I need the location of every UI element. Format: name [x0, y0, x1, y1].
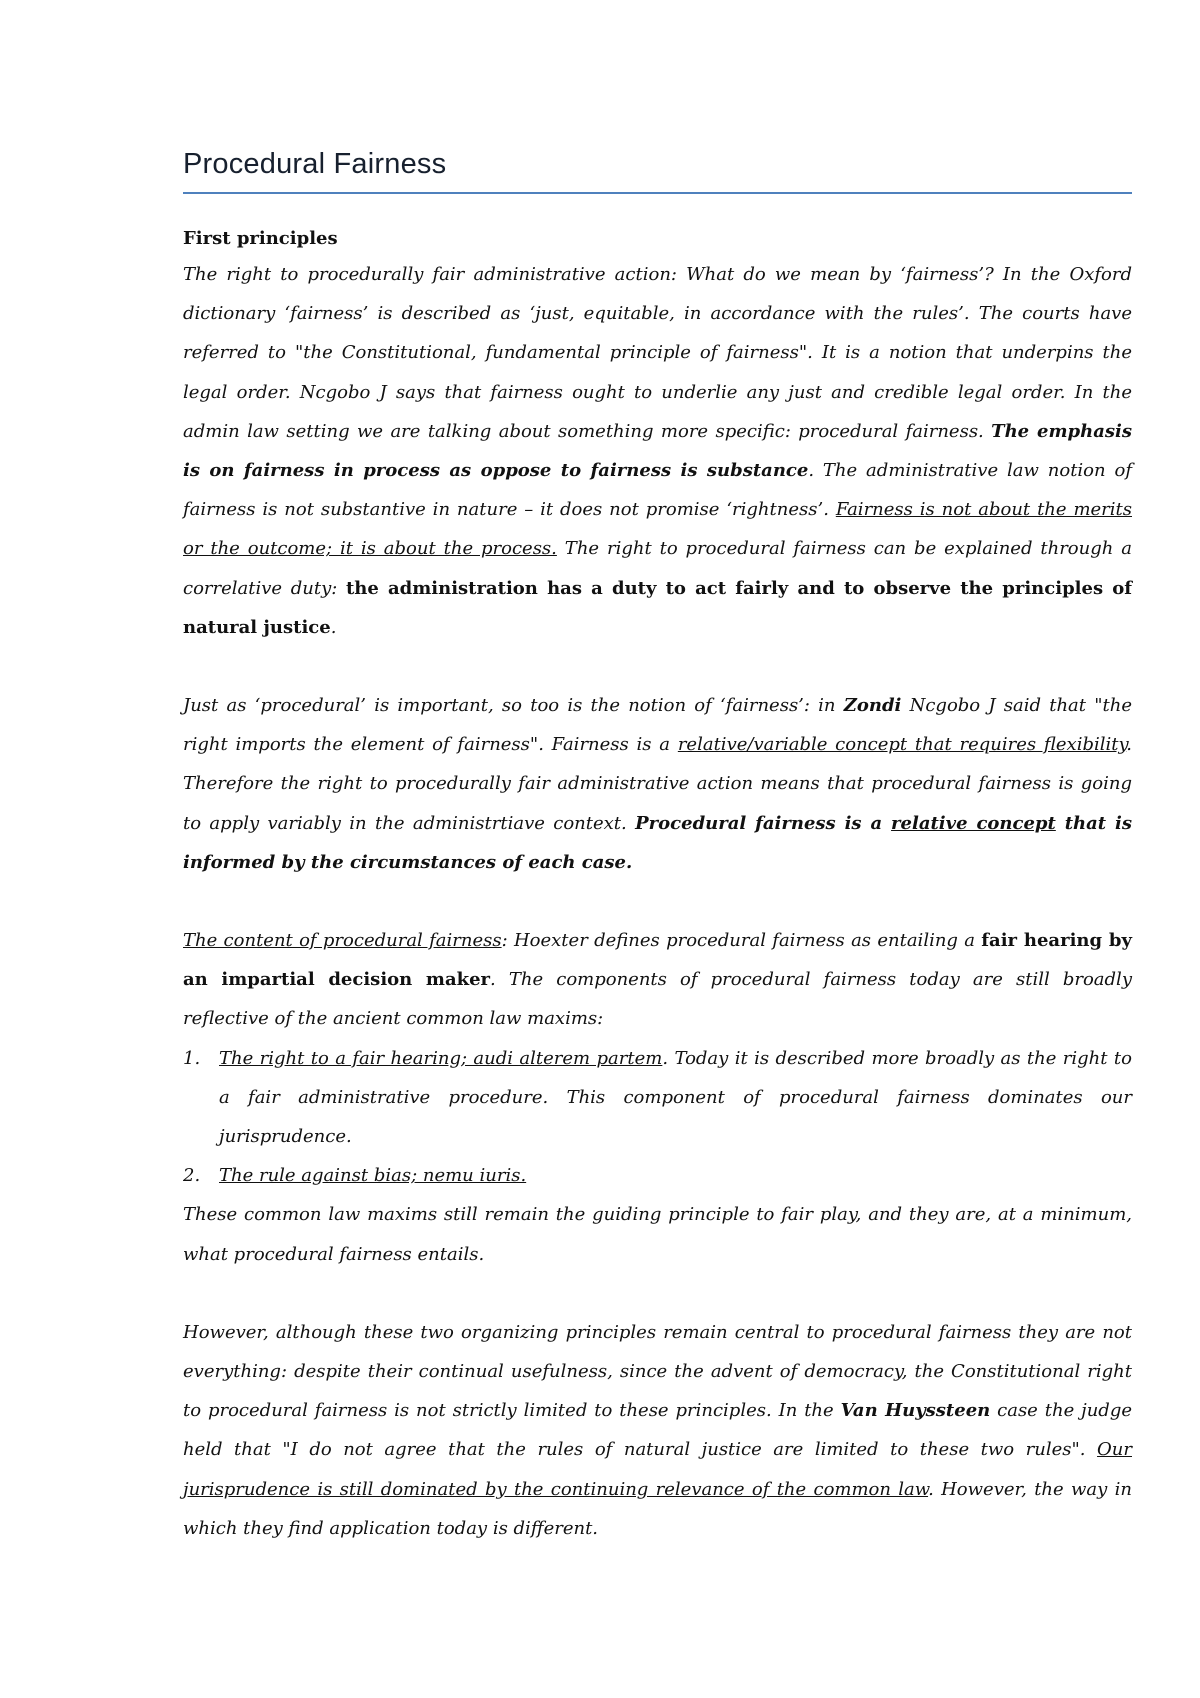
text-run: . However, the way in which they find application today is different. — [183, 1478, 1132, 1539]
text-run: : Hoexter defines procedural fairness as entailing a — [501, 930, 982, 952]
paragraph-van-huyssteen — [183, 1313, 1132, 1548]
list-number: 1. — [183, 1047, 201, 1069]
text-run: The right to procedural fairness can be explained through a correlative duty: — [183, 538, 1132, 599]
text-run: . Today it is described more broadly as the right to a fair administrative procedure. This component of procedural fairness dominates our jurisprudence. — [219, 1047, 1132, 1148]
bold-run: The emphasis is on fairness in process as oppose to fairness is substance — [183, 420, 1132, 482]
section-heading: First principles — [183, 228, 338, 249]
text-run: . Therefore the right to procedurally fair administrative action means that procedural fairness is going to apply variably in the administrtiave context. — [183, 734, 1132, 834]
bold-run: that is informed by the circumstances of each case. — [183, 812, 1132, 873]
text-run: However, although these two organizing principles remain central to procedural fairness they are not everything: despite their continual usefulness, since the advent of democracy, the Constitutional right to procedural fairness is not strictly limited to these principles. In the — [183, 1321, 1132, 1422]
paragraph-spacer — [183, 1274, 1132, 1313]
text-run: . The components of procedural fairness today are still broadly reflective of the ancient common law maxims: — [183, 969, 1132, 1030]
underlined-run: The content of procedural fairness — [183, 930, 502, 952]
paragraph-content-of-fairness — [183, 921, 1132, 1039]
text-run: Just as ‘procedural’ is important, so too is the notion of ‘fairness’: in — [183, 695, 844, 717]
maxims-list — [183, 1039, 1132, 1196]
text-run: The right to procedurally fair administrative action: What do we mean by ‘fairness’? In the Oxford dictionary ‘fairness’ is described as ‘just, equitable, in accordance with the rules’. The courts have referred to "the Constitutional, fundamental principle of fairness". It is a notion that underpins the legal order. Ncgobo J says that fairness ought to underlie any just and credible legal order. In the admin law setting we are talking about something more specific: procedural fairness. — [183, 264, 1132, 442]
paragraph-zondi — [183, 686, 1132, 882]
bold-run: the administration has a duty to act fairly and to observe the principles of natural justice — [183, 577, 1133, 638]
underlined-run: relative/variable concept that requires flexibility — [677, 734, 1127, 756]
document-body — [183, 223, 1132, 1548]
paragraph-spacer — [183, 882, 1132, 921]
text-run: . The administrative law notion of fairness is not substantive in nature – it does not promise ‘rightness’. — [183, 460, 1132, 521]
bold-run: fair hearing by an impartial decision maker — [183, 930, 1132, 991]
underlined-run: Our jurisprudence is still dominated by the continuing relevance of the common law — [183, 1439, 1132, 1500]
list-item — [183, 1039, 1132, 1157]
text-run: case the judge held that "I do not agree that the rules of natural justice are limited to these two rules". — [183, 1400, 1132, 1461]
case-name: Van Huyssteen — [840, 1400, 991, 1422]
underlined-run: The rule against bias; nemu iuris. — [219, 1165, 527, 1187]
list-number: 2. — [183, 1165, 201, 1187]
text-run: . — [330, 616, 337, 638]
list-item — [183, 1156, 1132, 1195]
underlined-run: The right to a fair hearing; audi alterem partem — [219, 1047, 663, 1069]
underlined-run: Fairness is not about the merits or the outcome; it is about the process. — [183, 499, 1132, 560]
text-run: Ncgobo J said that "the right imports the element of fairness". Fairness is a — [183, 695, 1132, 756]
case-name: Zondi — [843, 695, 902, 717]
paragraph-spacer — [183, 647, 1132, 686]
paragraph-first-principles — [183, 255, 1132, 647]
title-underline-rule — [183, 192, 1132, 194]
page-title: Procedural Fairness — [183, 148, 447, 180]
paragraph-common-law-maxims: These common law maxims still remain the guiding principle to fair play, and they are, at a minimum, what procedural fairness entails. — [183, 1204, 1132, 1265]
bold-run: Procedural fairness is a — [635, 812, 892, 834]
bold-underlined-run: relative concept — [891, 812, 1056, 834]
